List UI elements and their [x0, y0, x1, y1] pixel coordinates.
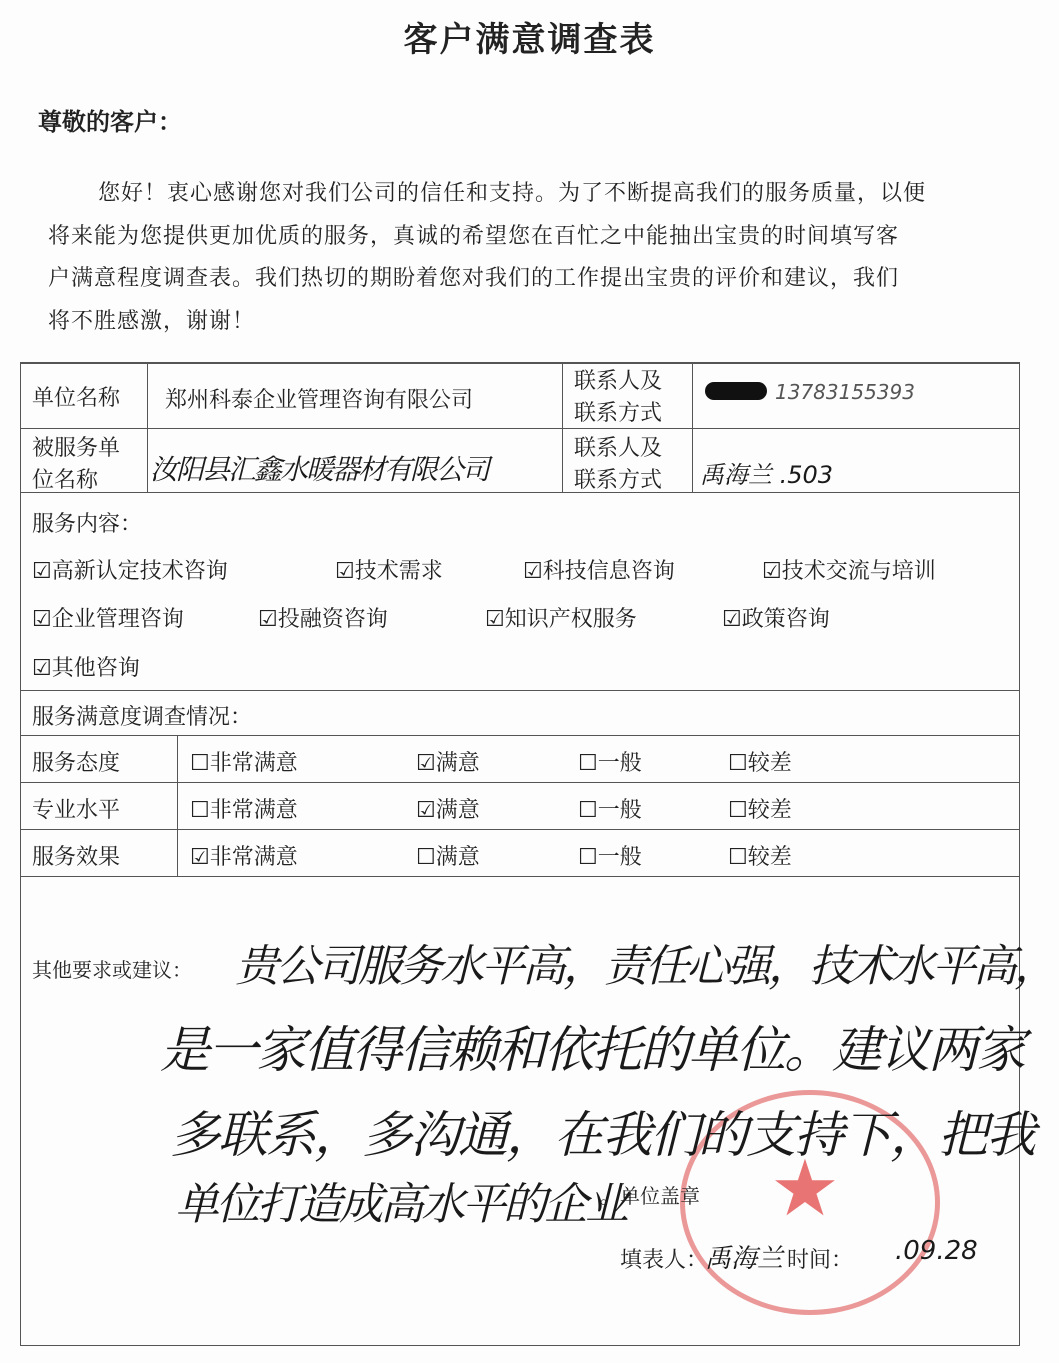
services-label: 服务内容： [32, 512, 143, 537]
contact-label: 联系方式 [574, 468, 663, 493]
satisfaction-label: 服务满意度调查情况： [32, 705, 253, 730]
unit-name-value: 郑州科泰企业管理咨询有限公司 [165, 388, 474, 413]
suggestion-line: 是一家值得信赖和依托的单位。建议两家 [160, 1021, 1024, 1079]
rating-option[interactable]: ☐一般 [578, 751, 642, 776]
client-name-value: 汝阳县汇鑫水暖器材有限公司 [150, 453, 489, 486]
rating-option[interactable]: ☑非常满意 [190, 845, 298, 870]
client-label: 被服务单 [32, 436, 121, 461]
suggestion-label: 其他要求或建议： [32, 958, 192, 982]
suggestion-line: 多联系，多沟通，在我们的支持下，把我 [170, 1106, 1034, 1164]
unit-name-label: 单位名称 [32, 386, 121, 411]
filler-value: 禹海兰 [705, 1244, 784, 1274]
document-title: 客户满意调查表 [403, 20, 656, 60]
service-option[interactable]: ☑其他咨询 [32, 656, 140, 681]
intro-line: 将不胜感激，谢谢！ [48, 309, 256, 334]
contact-label: 联系人及 [574, 436, 663, 461]
service-option[interactable]: ☑投融资咨询 [258, 607, 388, 632]
row-label: 服务态度 [32, 751, 121, 776]
suggestion-line: 贵公司服务水平高，责任心强，技术水平高， [235, 941, 1055, 992]
intro-line: 户满意程度调查表。我们热切的期盼着您对我们的工作提出宝贵的评价和建议，我们 [48, 266, 900, 291]
seal-label: 。单位盖章 [600, 1184, 700, 1208]
rating-option[interactable]: ☐非常满意 [190, 798, 298, 823]
row-label: 专业水平 [32, 798, 121, 823]
rating-option[interactable]: ☐较差 [728, 845, 792, 870]
contact-label: 联系人及 [574, 369, 663, 394]
service-option[interactable]: ☑知识产权服务 [485, 607, 637, 632]
service-option[interactable]: ☑高新认定技术咨询 [32, 559, 228, 584]
service-option[interactable]: ☑科技信息咨询 [523, 559, 675, 584]
client-label: 位名称 [32, 468, 99, 493]
contact-label: 联系方式 [574, 401, 663, 426]
service-option[interactable]: ☑技术交流与培训 [762, 559, 936, 584]
contact-value: 13783155393 [775, 380, 915, 404]
filler-label: 填表人： [620, 1248, 709, 1273]
seal-star-icon: ★ [770, 1144, 840, 1234]
suggestion-line: 单位打造成高水平的企业 [175, 1179, 626, 1230]
rating-option[interactable]: ☐一般 [578, 798, 642, 823]
time-value: .09.28 [895, 1236, 978, 1266]
greeting: 尊敬的客户： [38, 108, 182, 136]
rating-option[interactable]: ☐一般 [578, 845, 642, 870]
rating-option[interactable]: ☑满意 [416, 751, 480, 776]
rating-option[interactable]: ☐较差 [728, 751, 792, 776]
service-option[interactable]: ☑企业管理咨询 [32, 607, 184, 632]
rating-option[interactable]: ☑满意 [416, 798, 480, 823]
service-option[interactable]: ☑技术需求 [335, 559, 443, 584]
rating-option[interactable]: ☐非常满意 [190, 751, 298, 776]
intro-line: 将来能为您提供更加优质的服务，真诚的希望您在百忙之中能抽出宝贵的时间填写客 [48, 224, 900, 249]
redaction [705, 382, 767, 400]
client-contact-value: 禹海兰 .503 [700, 461, 834, 489]
rating-option[interactable]: ☐满意 [416, 845, 480, 870]
service-option[interactable]: ☑政策咨询 [722, 607, 830, 632]
time-label: 时间： [787, 1248, 854, 1273]
intro-line: 您好！衷心感谢您对我们公司的信任和支持。为了不断提高我们的服务质量，以便 [98, 181, 927, 206]
rating-option[interactable]: ☐较差 [728, 798, 792, 823]
row-label: 服务效果 [32, 845, 121, 870]
